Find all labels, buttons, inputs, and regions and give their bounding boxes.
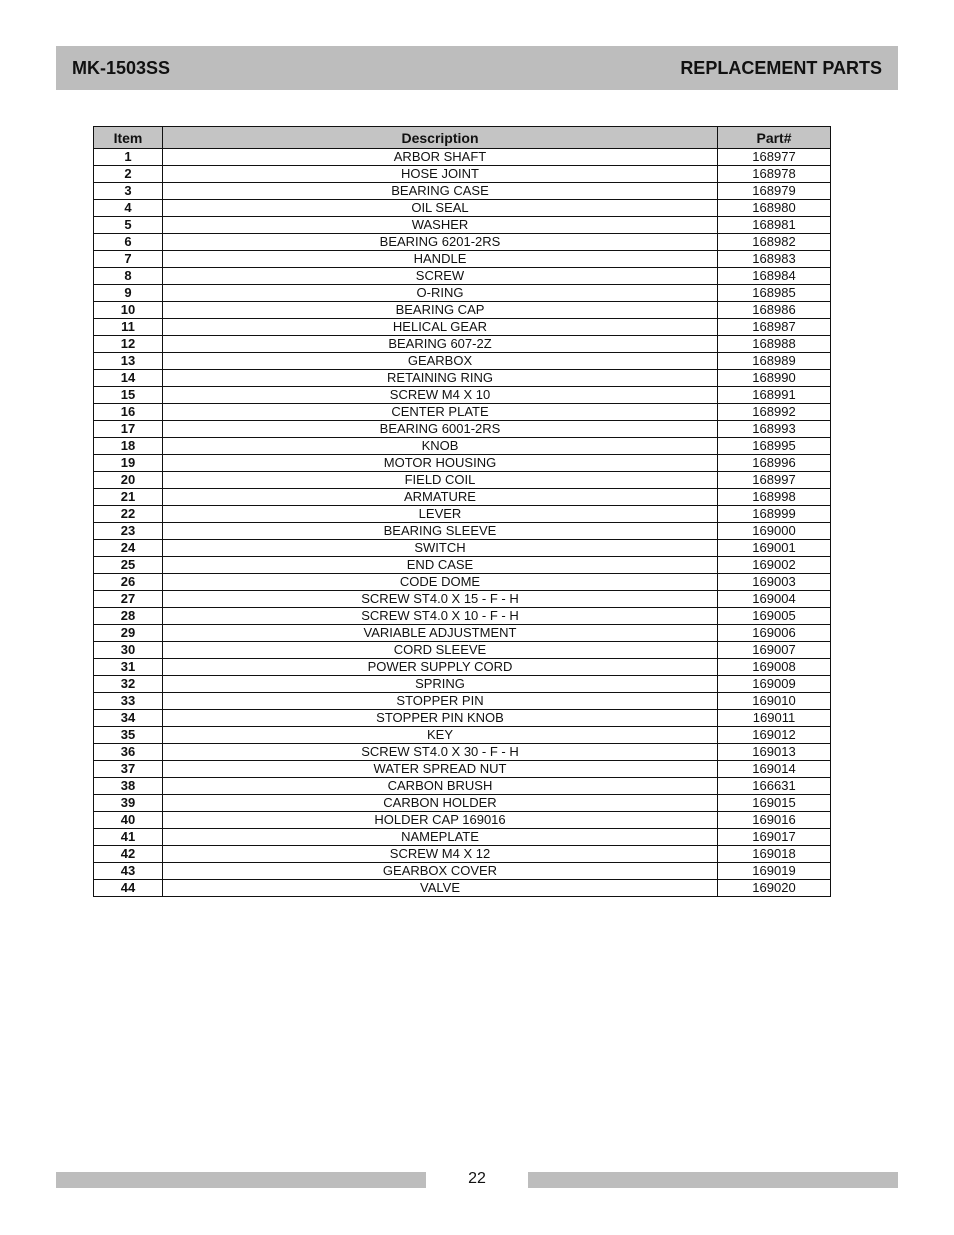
part-number: 168983	[718, 251, 831, 268]
item-description: SCREW M4 X 12	[163, 846, 718, 863]
item-number: 22	[94, 506, 163, 523]
item-description: MOTOR HOUSING	[163, 455, 718, 472]
item-description: O-RING	[163, 285, 718, 302]
item-description: VARIABLE ADJUSTMENT	[163, 625, 718, 642]
part-number: 168980	[718, 200, 831, 217]
item-description: RETAINING RING	[163, 370, 718, 387]
part-number: 169007	[718, 642, 831, 659]
part-number: 169004	[718, 591, 831, 608]
table-header-row	[94, 127, 831, 149]
part-number: 169018	[718, 846, 831, 863]
table-row	[94, 795, 831, 812]
footer-bar-right	[528, 1172, 898, 1188]
item-description: GEARBOX COVER	[163, 863, 718, 880]
parts-table	[93, 126, 831, 897]
item-number: 27	[94, 591, 163, 608]
part-number: 168981	[718, 217, 831, 234]
item-number: 24	[94, 540, 163, 557]
item-number: 30	[94, 642, 163, 659]
part-number: 169013	[718, 744, 831, 761]
item-description: WASHER	[163, 217, 718, 234]
table-row	[94, 557, 831, 574]
part-number: 169002	[718, 557, 831, 574]
table-row	[94, 353, 831, 370]
table-row	[94, 404, 831, 421]
part-number: 168993	[718, 421, 831, 438]
item-number: 44	[94, 880, 163, 897]
part-number: 166631	[718, 778, 831, 795]
table-row	[94, 727, 831, 744]
table-row	[94, 166, 831, 183]
part-number: 169020	[718, 880, 831, 897]
item-description: VALVE	[163, 880, 718, 897]
item-description: SWITCH	[163, 540, 718, 557]
item-description: END CASE	[163, 557, 718, 574]
part-number: 169016	[718, 812, 831, 829]
item-number: 20	[94, 472, 163, 489]
item-description: BEARING 6201-2RS	[163, 234, 718, 251]
table-row	[94, 489, 831, 506]
item-number: 19	[94, 455, 163, 472]
table-row	[94, 608, 831, 625]
table-row	[94, 710, 831, 727]
item-number: 23	[94, 523, 163, 540]
part-number: 168977	[718, 149, 831, 166]
part-number: 168978	[718, 166, 831, 183]
part-number: 169003	[718, 574, 831, 591]
item-number: 42	[94, 846, 163, 863]
item-description: HOSE JOINT	[163, 166, 718, 183]
item-description: GEARBOX	[163, 353, 718, 370]
part-number: 168985	[718, 285, 831, 302]
footer-bar-left	[56, 1172, 426, 1188]
item-number: 25	[94, 557, 163, 574]
part-number: 168998	[718, 489, 831, 506]
item-number: 2	[94, 166, 163, 183]
table-row	[94, 744, 831, 761]
table-row	[94, 642, 831, 659]
part-number: 168991	[718, 387, 831, 404]
part-number: 168988	[718, 336, 831, 353]
table-row	[94, 812, 831, 829]
item-description: KEY	[163, 727, 718, 744]
item-number: 7	[94, 251, 163, 268]
part-number: 169019	[718, 863, 831, 880]
item-description: SCREW ST4.0 X 15 - F - H	[163, 591, 718, 608]
table-row	[94, 200, 831, 217]
part-number: 169001	[718, 540, 831, 557]
table-row	[94, 523, 831, 540]
item-number: 29	[94, 625, 163, 642]
table-row	[94, 455, 831, 472]
part-number: 169005	[718, 608, 831, 625]
parts-table-body	[94, 149, 831, 897]
item-description: SPRING	[163, 676, 718, 693]
part-number: 169000	[718, 523, 831, 540]
part-number: 168987	[718, 319, 831, 336]
table-row	[94, 251, 831, 268]
item-description: BEARING 6001-2RS	[163, 421, 718, 438]
item-number: 5	[94, 217, 163, 234]
table-row	[94, 880, 831, 897]
part-number: 168982	[718, 234, 831, 251]
item-description: LEVER	[163, 506, 718, 523]
item-description: ARBOR SHAFT	[163, 149, 718, 166]
column-header-part-number: Part#	[718, 127, 831, 149]
item-description: BEARING CAP	[163, 302, 718, 319]
item-number: 31	[94, 659, 163, 676]
table-row	[94, 676, 831, 693]
item-description: CODE DOME	[163, 574, 718, 591]
item-description: STOPPER PIN KNOB	[163, 710, 718, 727]
part-number: 169014	[718, 761, 831, 778]
table-row	[94, 217, 831, 234]
item-description: POWER SUPPLY CORD	[163, 659, 718, 676]
table-row	[94, 829, 831, 846]
part-number: 168989	[718, 353, 831, 370]
item-number: 4	[94, 200, 163, 217]
item-number: 21	[94, 489, 163, 506]
table-row	[94, 540, 831, 557]
part-number: 169008	[718, 659, 831, 676]
item-number: 6	[94, 234, 163, 251]
table-row	[94, 421, 831, 438]
part-number: 168986	[718, 302, 831, 319]
table-row	[94, 183, 831, 200]
item-number: 38	[94, 778, 163, 795]
part-number: 168997	[718, 472, 831, 489]
item-description: SCREW ST4.0 X 30 - F - H	[163, 744, 718, 761]
item-number: 15	[94, 387, 163, 404]
part-number: 168990	[718, 370, 831, 387]
part-number: 169017	[718, 829, 831, 846]
table-row	[94, 591, 831, 608]
table-row	[94, 387, 831, 404]
item-description: OIL SEAL	[163, 200, 718, 217]
table-row	[94, 268, 831, 285]
part-number: 169009	[718, 676, 831, 693]
section-title: REPLACEMENT PARTS	[680, 57, 882, 78]
item-description: HOLDER CAP 169016	[163, 812, 718, 829]
table-row	[94, 863, 831, 880]
item-description: SCREW	[163, 268, 718, 285]
part-number: 169015	[718, 795, 831, 812]
part-number: 168995	[718, 438, 831, 455]
part-number: 168996	[718, 455, 831, 472]
item-number: 40	[94, 812, 163, 829]
part-number: 169006	[718, 625, 831, 642]
table-row	[94, 370, 831, 387]
table-row	[94, 574, 831, 591]
model-title: MK-1503SS	[72, 57, 171, 78]
page-number: 22	[468, 1170, 486, 1187]
item-description: KNOB	[163, 438, 718, 455]
item-description: WATER SPREAD NUT	[163, 761, 718, 778]
part-number: 168984	[718, 268, 831, 285]
item-number: 36	[94, 744, 163, 761]
table-row	[94, 846, 831, 863]
item-number: 14	[94, 370, 163, 387]
item-description: FIELD COIL	[163, 472, 718, 489]
item-description: BEARING SLEEVE	[163, 523, 718, 540]
table-row	[94, 625, 831, 642]
column-header-item: Item	[94, 127, 163, 149]
item-number: 41	[94, 829, 163, 846]
item-number: 16	[94, 404, 163, 421]
item-number: 12	[94, 336, 163, 353]
part-number: 169011	[718, 710, 831, 727]
table-row	[94, 472, 831, 489]
item-number: 43	[94, 863, 163, 880]
item-description: HANDLE	[163, 251, 718, 268]
column-header-description: Description	[163, 127, 718, 149]
item-number: 26	[94, 574, 163, 591]
item-description: CENTER PLATE	[163, 404, 718, 421]
item-description: HELICAL GEAR	[163, 319, 718, 336]
item-description: STOPPER PIN	[163, 693, 718, 710]
table-row	[94, 693, 831, 710]
item-description: CARBON BRUSH	[163, 778, 718, 795]
item-description: CORD SLEEVE	[163, 642, 718, 659]
item-number: 28	[94, 608, 163, 625]
item-number: 1	[94, 149, 163, 166]
item-number: 32	[94, 676, 163, 693]
part-number: 168992	[718, 404, 831, 421]
table-row	[94, 438, 831, 455]
table-row	[94, 659, 831, 676]
item-number: 35	[94, 727, 163, 744]
item-description: CARBON HOLDER	[163, 795, 718, 812]
item-number: 3	[94, 183, 163, 200]
table-row	[94, 302, 831, 319]
item-number: 8	[94, 268, 163, 285]
item-number: 33	[94, 693, 163, 710]
item-number: 13	[94, 353, 163, 370]
item-number: 11	[94, 319, 163, 336]
part-number: 169012	[718, 727, 831, 744]
table-row	[94, 778, 831, 795]
table-row	[94, 319, 831, 336]
item-description: BEARING CASE	[163, 183, 718, 200]
part-number: 168979	[718, 183, 831, 200]
table-row	[94, 336, 831, 353]
table-row	[94, 761, 831, 778]
table-row	[94, 506, 831, 523]
table-row	[94, 149, 831, 166]
item-number: 17	[94, 421, 163, 438]
item-number: 34	[94, 710, 163, 727]
item-number: 37	[94, 761, 163, 778]
item-number: 18	[94, 438, 163, 455]
header-bar	[56, 46, 898, 90]
part-number: 168999	[718, 506, 831, 523]
item-description: SCREW ST4.0 X 10 - F - H	[163, 608, 718, 625]
item-number: 39	[94, 795, 163, 812]
table-row	[94, 285, 831, 302]
part-number: 169010	[718, 693, 831, 710]
item-description: BEARING 607-2Z	[163, 336, 718, 353]
item-description: SCREW M4 X 10	[163, 387, 718, 404]
item-number: 9	[94, 285, 163, 302]
item-description: ARMATURE	[163, 489, 718, 506]
item-description: NAMEPLATE	[163, 829, 718, 846]
table-row	[94, 234, 831, 251]
item-number: 10	[94, 302, 163, 319]
